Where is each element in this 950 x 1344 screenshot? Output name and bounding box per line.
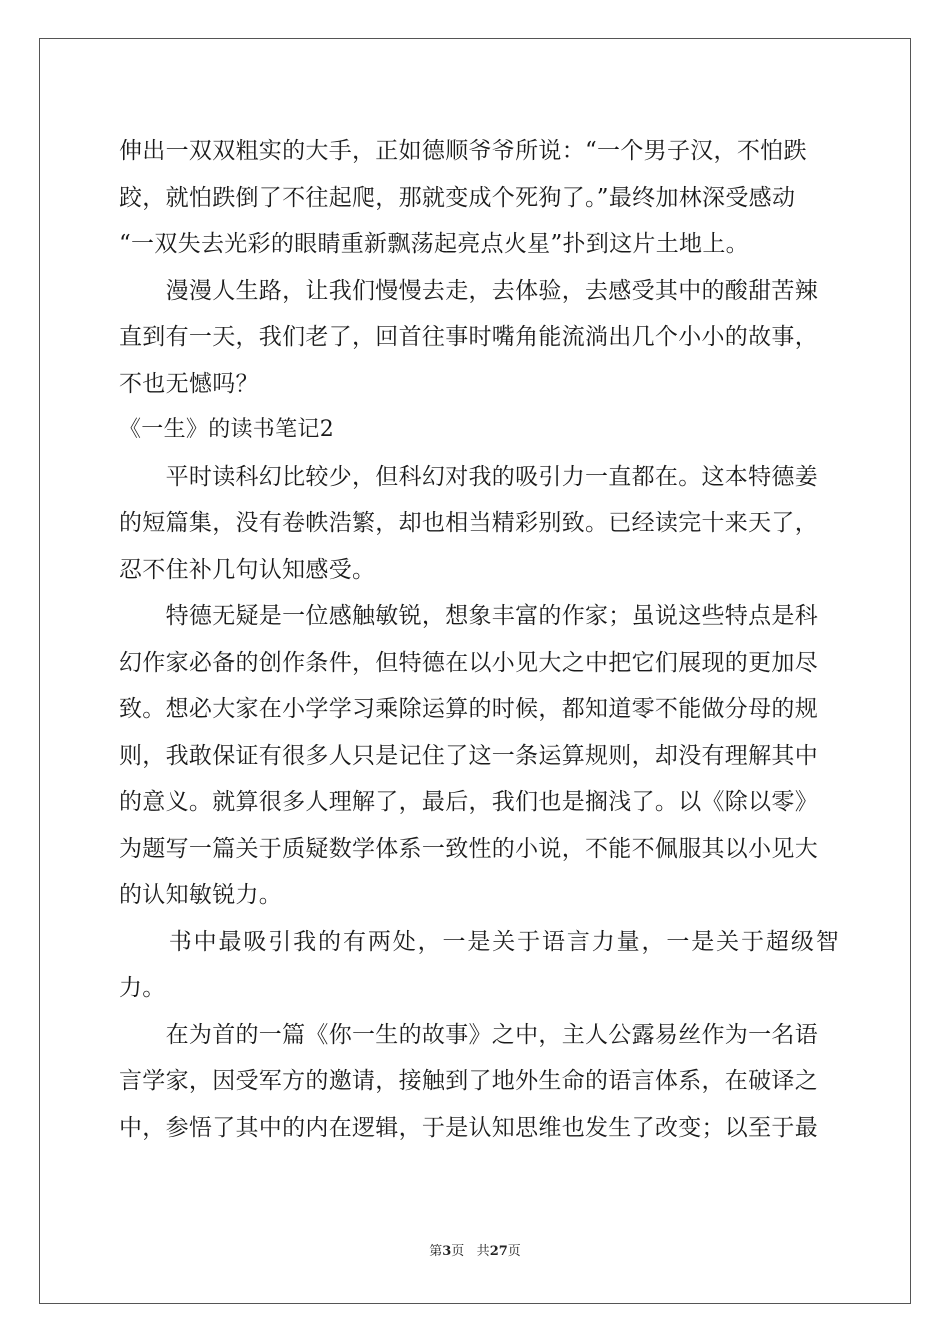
footer-page-label: 页 — [451, 1244, 465, 1259]
text-line: 漫漫人生路，让我们慢慢去走，去体验，去感受其中的酸甜苦辣 — [119, 277, 818, 304]
text-line: 的短篇集，没有卷帙浩繁，却也相当精彩别致。已经读完十来天了， — [119, 510, 818, 536]
text-line: 伸出一双双粗实的大手，正如德顺爷爷所说：“一个男子汉，不怕跌 — [119, 138, 807, 164]
text-line: 致。想必大家在小学学习乘除运算的时候，都知道零不能做分母的规 — [119, 696, 818, 722]
text-line: 忍不住补几句认知感受。 — [119, 556, 376, 583]
text-line: 不也无憾吗？ — [119, 370, 259, 397]
text-line: 言学家，因受军方的邀请，接触到了地外生命的语言体系，在破译之 — [119, 1068, 818, 1094]
text-line: 的认知敏锐力。 — [119, 882, 283, 908]
text-line: 直到有一天，我们老了，回首往事时嘴角能流淌出几个小小的故事， — [119, 324, 818, 350]
footer-prefix: 第 — [429, 1244, 443, 1259]
text-line: 中，参悟了其中的内在逻辑，于是认知思维也发生了改变；以至于最 — [119, 1114, 818, 1141]
section-heading: 《一生》的读书笔记2 — [119, 417, 334, 442]
text-line: 为题写一篇关于质疑数学体系一致性的小说，不能不佩服其以小见大 — [119, 835, 818, 862]
text-line: 书中最吸引我的有两处，一是关于语言力量，一是关于超级智力。 — [119, 928, 839, 1001]
current-page-number: 3 — [442, 1244, 452, 1259]
footer-total-label: 页 — [507, 1244, 521, 1259]
text-line: 特德无疑是一位感触敏锐，想象丰富的作家；虽说这些特点是科 — [119, 603, 818, 629]
text-line: 则，我敢保证有很多人只是记住了这一条运算规则，却没有理解其中 — [119, 742, 818, 769]
page-footer — [0, 1240, 950, 1259]
total-page-count: 27 — [489, 1244, 508, 1259]
text-line: 幻作家必备的创作条件，但特德在以小见大之中把它们展现的更加尽 — [119, 649, 818, 676]
text-line: 平时读科幻比较少，但科幻对我的吸引力一直都在。这本特德姜 — [119, 463, 818, 490]
text-line: 在为首的一篇《你一生的故事》之中，主人公露易丝作为一名语 — [119, 1021, 818, 1048]
footer-total-prefix: 共 — [476, 1244, 490, 1259]
text-line: “一双失去光彩的眼睛重新飘荡起亮点火星”扑到这片土地上。 — [119, 231, 749, 257]
document-body — [119, 128, 839, 1151]
text-line: 的意义。就算很多人理解了，最后，我们也是搁浅了。以《除以零》 — [119, 789, 818, 815]
text-line: 跤，就怕跌倒了不往起爬，那就变成个死狗了。”最终加林深受感动 — [119, 184, 796, 211]
